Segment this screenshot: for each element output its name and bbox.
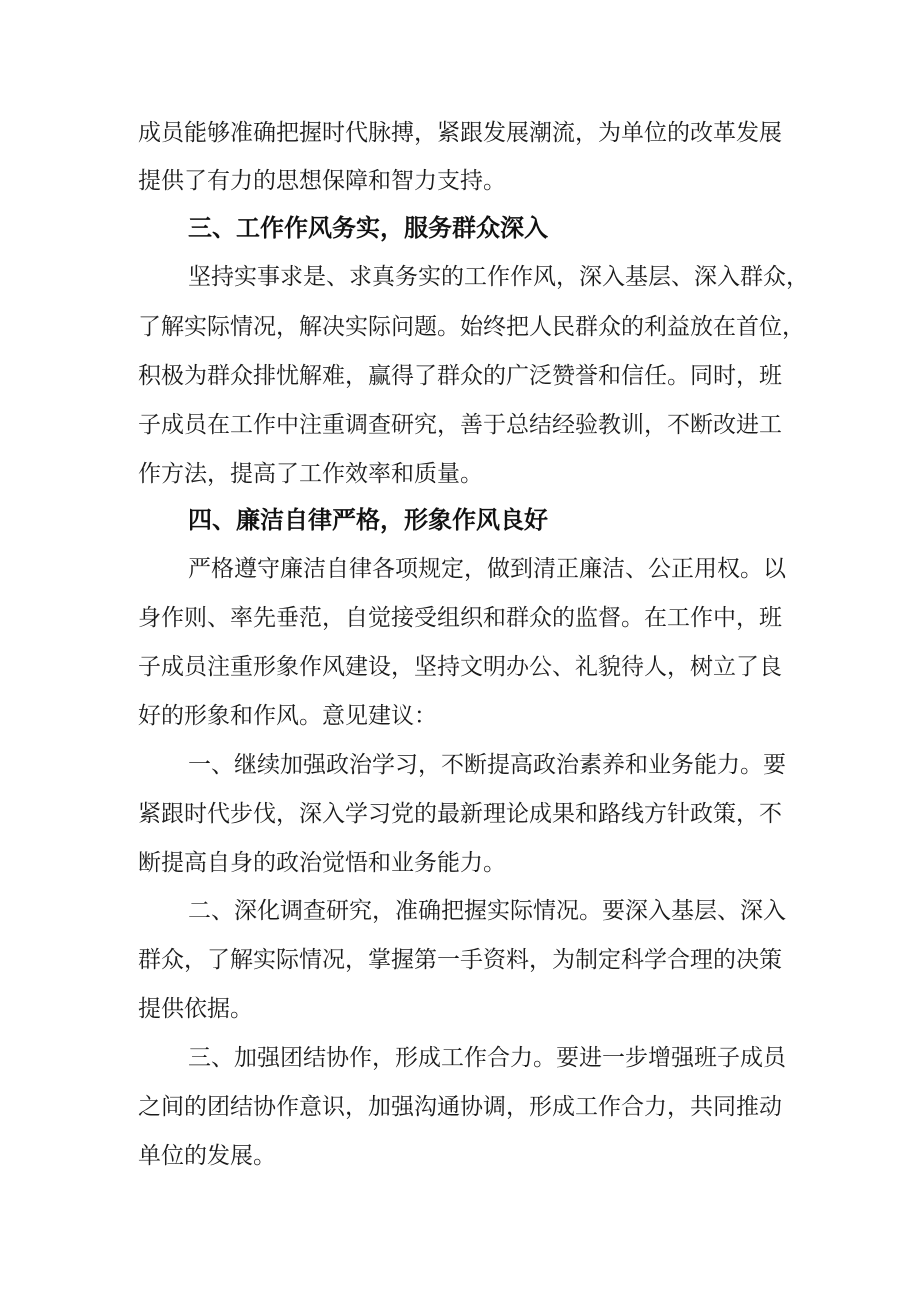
paragraph-line: 了解实际情况，解决实际问题。始终把人民群众的利益放在首位， bbox=[138, 314, 805, 340]
paragraph-line: 提供了有力的思想保障和智力支持。 bbox=[138, 168, 506, 194]
paragraph-line: 群众，了解实际情况，掌握第一手资料，为制定科学合理的决策 bbox=[138, 947, 782, 973]
paragraph-line: 子成员注重形象作风建设，坚持文明办公、礼貌待人，树立了良 bbox=[138, 654, 782, 680]
paragraph-line: 好的形象和作风。意见建议： bbox=[138, 703, 437, 729]
paragraph-line: 断提高自身的政治觉悟和业务能力。 bbox=[138, 850, 506, 876]
section-heading-3: 三、工作作风务实，服务群众深入 bbox=[188, 214, 548, 242]
paragraph-line: 坚持实事求是、求真务实的工作作风，深入基层、深入群众， bbox=[188, 264, 809, 290]
paragraph-line: 身作则、率先垂范，自觉接受组织和群众的监督。在工作中，班 bbox=[138, 605, 782, 631]
paragraph-line: 紧跟时代步伐，深入学习党的最新理论成果和路线方针政策，不 bbox=[138, 801, 782, 827]
paragraph-line: 三、加强团结协作，形成工作合力。要进一步增强班子成员 bbox=[188, 1045, 786, 1071]
section-heading-4: 四、廉洁自律严格，形象作风良好 bbox=[188, 506, 548, 534]
paragraph-line: 积极为群众排忧解难，赢得了群众的广泛赞誉和信任。同时，班 bbox=[138, 363, 782, 389]
paragraph-line: 子成员在工作中注重调查研究，善于总结经验教训，不断改进工 bbox=[138, 412, 782, 438]
paragraph-line: 单位的发展。 bbox=[138, 1143, 276, 1169]
paragraph-line: 一、继续加强政治学习，不断提高政治素养和业务能力。要 bbox=[188, 752, 786, 778]
paragraph-line: 作方法，提高了工作效率和质量。 bbox=[138, 461, 483, 487]
paragraph-line: 提供依据。 bbox=[138, 996, 253, 1022]
paragraph-line: 严格遵守廉洁自律各项规定，做到清正廉洁、公正用权。以 bbox=[188, 556, 786, 582]
paragraph-line: 二、深化调查研究，准确把握实际情况。要深入基层、深入 bbox=[188, 898, 786, 924]
paragraph-line: 之间的团结协作意识，加强沟通协调，形成工作合力，共同推动 bbox=[138, 1094, 782, 1120]
paragraph-line: 成员能够准确把握时代脉搏，紧跟发展潮流，为单位的改革发展 bbox=[138, 120, 782, 146]
